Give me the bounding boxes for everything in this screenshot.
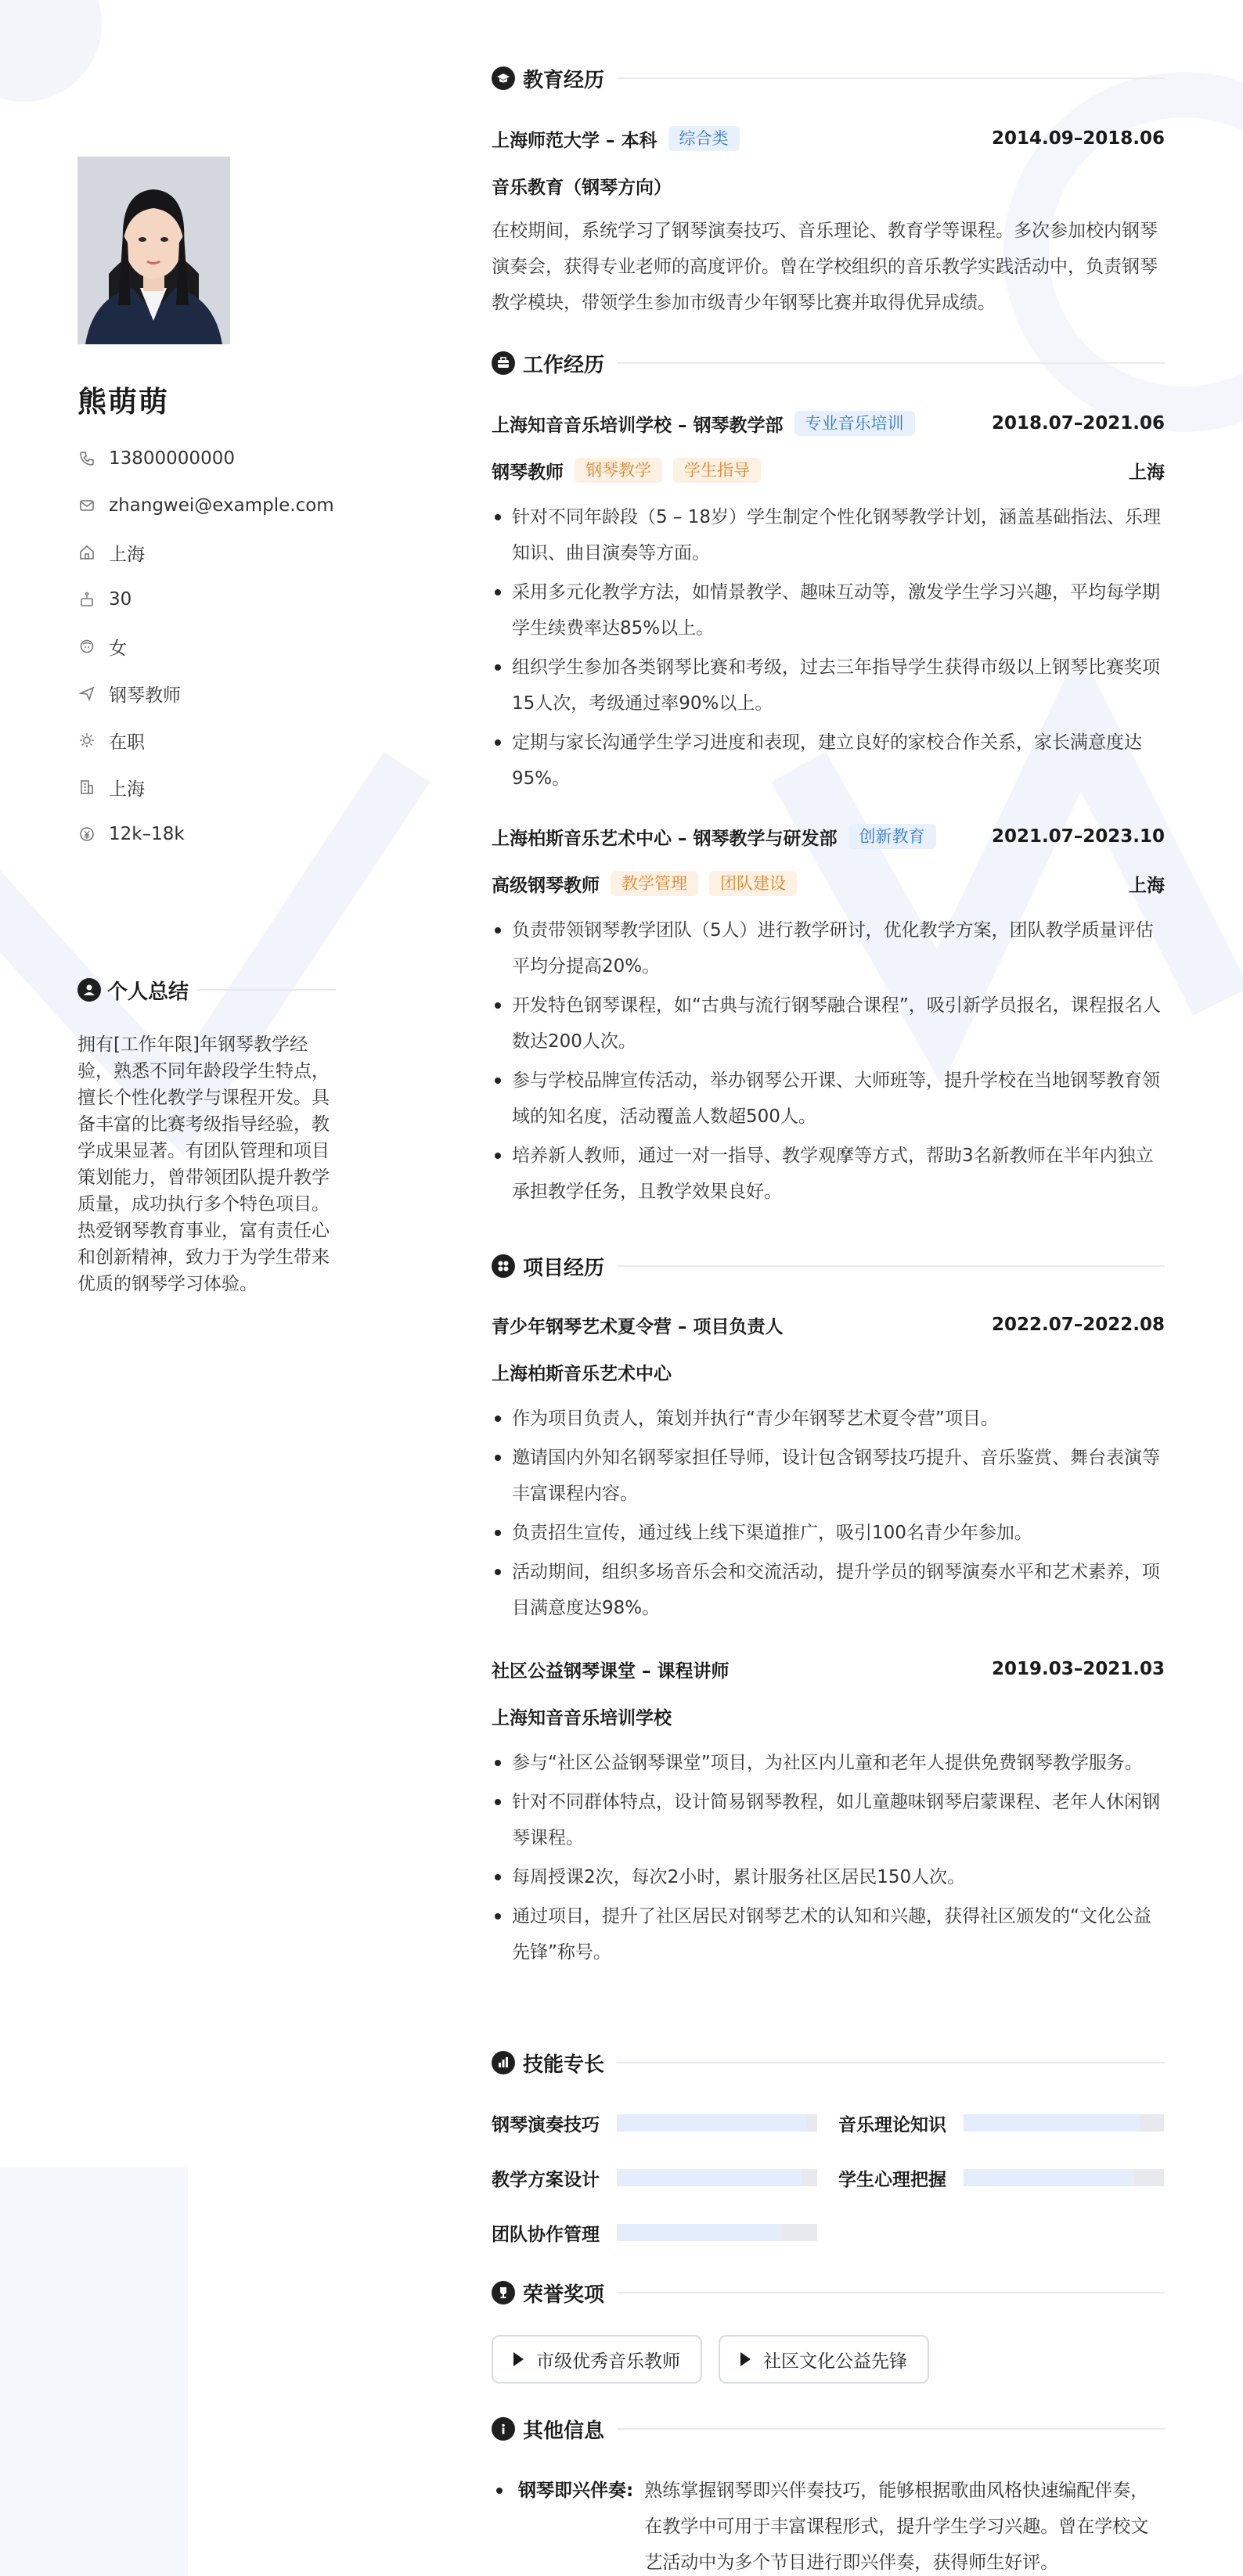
project-org: 上海柏斯音乐艺术中心	[492, 1363, 672, 1384]
skill-item	[492, 2221, 817, 2244]
skill-name: 团队协作管理	[492, 2224, 600, 2245]
awards-header	[492, 2279, 1165, 2307]
company-name: 上海柏斯音乐艺术中心 – 钢琴教学与研发部	[492, 828, 838, 849]
list-item: 邀请国内外知名钢琴家担任导师，设计包含钢琴技巧提升、音乐鉴赏、舞台表演等丰富课程内容。	[492, 1440, 1165, 1512]
contact-item	[77, 635, 127, 658]
job-row	[492, 410, 1165, 437]
contact-value: 30	[109, 589, 132, 610]
company-tag: 专业音乐培训	[794, 411, 915, 436]
skill-bar-fill	[617, 2114, 807, 2132]
skill-bar	[964, 2114, 1164, 2132]
divider	[617, 2062, 1165, 2063]
contact-item	[77, 775, 145, 799]
summary-header	[77, 976, 336, 1004]
contact-value: 女	[109, 638, 127, 659]
project-org: 上海知音音乐培训学校	[492, 1707, 672, 1729]
company-tag: 创新教育	[848, 824, 936, 849]
section-title: 技能专长	[523, 2053, 605, 2077]
education-description: 在校期间，系统学习了钢琴演奏技巧、音乐理论、教育学等课程。多次参加校内钢琴演奏会，获得专业老师的高度评价。曾在学校组织的音乐教学实践活动中，负责钢琴教学模块，带领学生参加市级青少年钢琴比赛并取得优异成绩。	[492, 221, 1158, 313]
contact-item	[77, 447, 235, 470]
grid-icon	[492, 1254, 515, 1278]
award-label: 社区文化公益先锋	[763, 2351, 907, 2372]
other-text: 熟练掌握钢琴即兴伴奏技巧，能够根据歌曲风格快速编配伴奏，在教学中可用于丰富课程形式，提升学生学习兴趣。曾在学校文艺活动中为多个节目进行即兴伴奏，获得师生好评。	[644, 2481, 1149, 2573]
list-item: 通过项目，提升了社区居民对钢琴艺术的认知和兴趣，获得社区颁发的“文化公益先锋”称号。	[492, 1898, 1165, 1970]
contact-value: 钢琴教师	[109, 685, 181, 706]
divider	[196, 989, 336, 991]
divider	[617, 2292, 1165, 2294]
divider	[617, 2428, 1165, 2430]
education-row	[492, 125, 1165, 152]
section-title: 荣誉奖项	[523, 2283, 605, 2307]
other-label: 钢琴即兴伴奏:	[518, 2481, 634, 2501]
list-item: 参与学校品牌宣传活动，举办钢琴公开课、大师班等，提升学校在当地钢琴教育领域的知名度，活动覆盖人数超500人。	[492, 1063, 1165, 1135]
major: 音乐教育（钢琴方向）	[492, 177, 672, 198]
list-item: 参与“社区公益钢琴课堂”项目，为社区内儿童和老年人提供免费钢琴教学服务。	[492, 1745, 1165, 1781]
role-tag: 学生指导	[673, 458, 761, 483]
skill-bar-fill	[964, 2114, 1140, 2132]
briefcase-icon	[492, 351, 515, 375]
award-badge	[719, 2335, 929, 2384]
section-title: 项目经历	[523, 1256, 605, 1280]
list-item: 组织学生参加各类钢琴比赛和考级，过去三年指导学生获得市级以上钢琴比赛奖项15人次，考级通过率90%以上。	[492, 649, 1165, 721]
role-tag: 团队建设	[709, 871, 797, 896]
background-decoration	[0, 0, 102, 102]
skill-name: 学生心理把握	[838, 2169, 946, 2190]
other-header	[492, 2415, 1165, 2443]
list-item: 针对不同群体特点，设计简易钢琴教程，如儿童趣味钢琴启蒙课程、老年人休闲钢琴课程。	[492, 1784, 1165, 1856]
project-org-row	[492, 1358, 1165, 1385]
skill-name: 音乐理论知识	[838, 2114, 946, 2135]
list-item: 活动期间，组织多场音乐会和交流活动，提升学员的钢琴演奏水平和艺术素养，项目满意度达98%。	[492, 1554, 1165, 1626]
role-row	[492, 457, 1165, 484]
contact-item	[77, 682, 181, 705]
divider	[617, 1265, 1165, 1267]
list-item: 负责招生宣传，通过线上线下渠道推广，吸引100名青少年参加。	[492, 1515, 1165, 1551]
contact-value: 在职	[109, 732, 145, 753]
list-item: 负责带领钢琴教学团队（5人）进行教学研讨，优化教学方案，团队教学质量评估平均分提高20%。	[492, 912, 1165, 984]
building-icon	[77, 778, 96, 797]
contact-value: 12k–18k	[109, 824, 185, 844]
project-duties	[492, 1745, 1165, 1973]
contact-value: 上海	[109, 779, 145, 800]
list-item	[492, 2473, 1165, 2576]
contact-item	[77, 729, 145, 752]
contact-item	[77, 541, 145, 564]
award-label: 市级优秀音乐教师	[536, 2351, 680, 2372]
list-item: 针对不同年龄段（5 – 18岁）学生制定个性化钢琴教学计划，涵盖基础指法、乐理知识、曲目演奏等方面。	[492, 499, 1165, 571]
job-duties	[492, 499, 1165, 800]
education-header	[492, 64, 1165, 92]
skill-bar-fill	[617, 2169, 802, 2186]
contact-item	[77, 494, 334, 517]
user-icon	[77, 978, 101, 1002]
section-title: 其他信息	[523, 2419, 605, 2443]
skills-header	[492, 2049, 1165, 2077]
skill-item	[492, 2111, 817, 2135]
award-badge	[492, 2335, 702, 2384]
salary-icon	[77, 825, 96, 844]
work-header	[492, 349, 1165, 377]
background-decoration	[0, 2168, 188, 2576]
skill-bar	[617, 2114, 817, 2132]
contact-item	[77, 588, 132, 611]
candidate-name: 熊萌萌	[77, 385, 169, 419]
contact-item	[77, 822, 185, 846]
project-org-row	[492, 1703, 1165, 1729]
section-title: 教育经历	[523, 68, 605, 92]
gender-icon	[77, 637, 96, 656]
job-role: 高级钢琴教师	[492, 875, 600, 896]
divider	[617, 362, 1165, 364]
phone-icon	[77, 449, 96, 468]
skill-bar	[964, 2169, 1164, 2186]
list-item: 培养新人教师，通过一对一指导、教学观摩等方式，帮助3名新教师在半年内独立承担教学任务，且教学效果良好。	[492, 1138, 1165, 1210]
role-tag: 教学管理	[611, 871, 698, 896]
info-icon	[492, 2417, 515, 2441]
chart-icon	[492, 2051, 515, 2074]
major-row	[492, 172, 1165, 199]
project-name: 青少年钢琴艺术夏令营 – 项目负责人	[492, 1316, 784, 1337]
project-row	[492, 1311, 1165, 1338]
skill-item	[492, 2166, 817, 2189]
graduation-cap-icon	[492, 67, 515, 90]
summary-text: 拥有[工作年限]年钢琴教学经验，熟悉不同年龄段学生特点，擅长个性化教学与课程开发。具备丰富的比赛考级指导经验，教学成果显著。有团队管理和项目策划能力，曾带领团队提升教学质量，成功执行多个特色项目。热爱钢琴教育事业，富有责任心和创新精神，致力于为学生带来优质的钢琴学习体验。	[77, 1034, 330, 1294]
summary-title: 个人总结	[107, 980, 189, 1004]
list-item: 作为项目负责人，策划并执行“青少年钢琴艺术夏令营”项目。	[492, 1401, 1165, 1437]
skill-item	[838, 2111, 1164, 2135]
skill-bar	[617, 2224, 817, 2241]
role-row	[492, 870, 1165, 897]
skill-name: 钢琴演奏技巧	[492, 2114, 600, 2135]
list-item: 采用多元化教学方法，如情景教学、趣味互动等，激发学生学习兴趣，平均每学期学生续费率达85%以上。	[492, 574, 1165, 646]
skill-bar	[617, 2169, 817, 2186]
project-date: 2019.03–2021.03	[991, 1659, 1165, 1679]
project-name: 社区公益钢琴课堂 – 课程讲师	[492, 1660, 730, 1682]
school-name: 上海师范大学 – 本科	[492, 130, 658, 151]
section-title: 工作经历	[523, 353, 605, 377]
company-name: 上海知音音乐培训学校 – 钢琴教学部	[492, 415, 784, 436]
job-date: 2021.07–2023.10	[991, 826, 1165, 847]
job-duties	[492, 912, 1165, 1213]
school-tag: 综合类	[668, 126, 740, 151]
trophy-icon	[492, 2281, 515, 2304]
play-icon	[740, 2352, 751, 2366]
skill-bar-fill	[617, 2224, 781, 2241]
send-icon	[77, 684, 96, 703]
contact-value: 13800000000	[109, 448, 235, 469]
other-info-list	[492, 2473, 1165, 2576]
mail-icon	[77, 496, 96, 515]
list-item: 每周授课2次，每次2小时，累计服务社区居民150人次。	[492, 1859, 1165, 1895]
projects-header	[492, 1252, 1165, 1280]
age-icon	[77, 590, 96, 609]
skill-bar-fill	[964, 2169, 1134, 2186]
job-location: 上海	[1129, 875, 1165, 896]
list-item: 开发特色钢琴课程，如“古典与流行钢琴融合课程”，吸引新学员报名，课程报名人数达200人次。	[492, 988, 1165, 1060]
status-icon	[77, 731, 96, 750]
profile-photo	[77, 157, 230, 344]
contact-value: 上海	[109, 544, 145, 565]
job-role: 钢琴教师	[492, 462, 564, 483]
play-icon	[513, 2352, 524, 2366]
project-duties	[492, 1401, 1165, 1629]
project-row	[492, 1656, 1165, 1682]
job-date: 2018.07–2021.06	[991, 413, 1165, 434]
skill-item	[838, 2166, 1164, 2189]
education-date: 2014.09–2018.06	[991, 128, 1165, 149]
project-date: 2022.07–2022.08	[991, 1315, 1165, 1335]
divider	[617, 77, 1165, 79]
skill-name: 教学方案设计	[492, 2169, 600, 2190]
job-row	[492, 823, 1165, 850]
job-location: 上海	[1129, 462, 1165, 483]
home-icon	[77, 543, 96, 562]
list-item: 定期与家长沟通学生学习进度和表现，建立良好的家校合作关系，家长满意度达95%。	[492, 725, 1165, 797]
contact-value: zhangwei@example.com	[109, 495, 334, 516]
role-tag: 钢琴教学	[575, 458, 662, 483]
